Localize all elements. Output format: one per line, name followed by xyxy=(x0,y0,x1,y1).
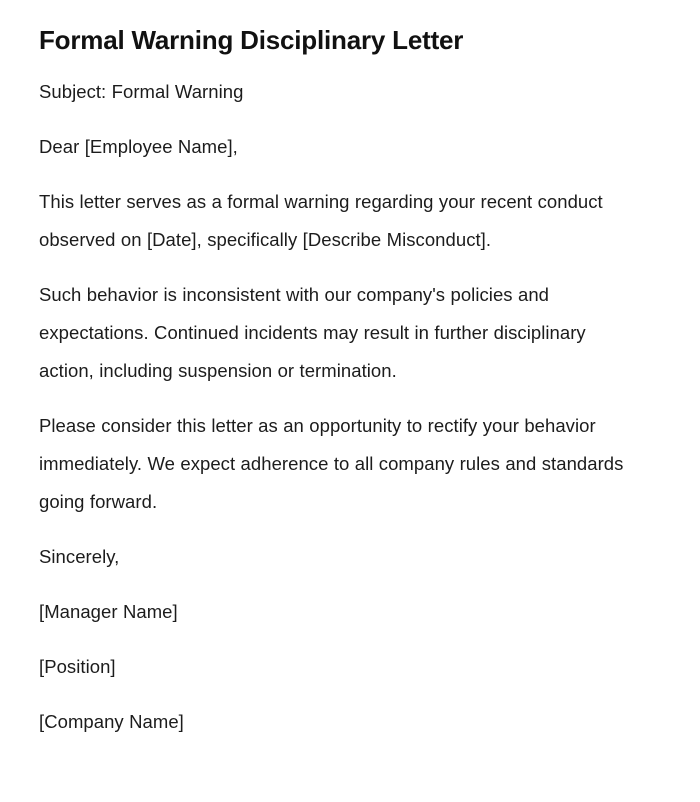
letter-body xyxy=(39,73,630,741)
subject-line: Subject: Formal Warning xyxy=(39,81,244,102)
closing: Sincerely, xyxy=(39,546,120,567)
body-paragraph-2: Such behavior is inconsistent with our company's policies and expectations. Continued incidents may result in further disciplinary action, including suspension or termination. xyxy=(39,284,586,381)
body-paragraph-1: This letter serves as a formal warning regarding your recent conduct observed on [Date], specifically [Describe Misconduct]. xyxy=(39,191,603,250)
signature-company-name: [Company Name] xyxy=(39,711,184,732)
salutation: Dear [Employee Name], xyxy=(39,136,238,157)
signature-manager-name: [Manager Name] xyxy=(39,601,178,622)
signature-position: [Position] xyxy=(39,656,116,677)
body-paragraph-3: Please consider this letter as an opportunity to rectify your behavior immediately. We expect adherence to all company rules and standards going forward. xyxy=(39,415,624,512)
page-title: Formal Warning Disciplinary Letter xyxy=(39,25,464,55)
